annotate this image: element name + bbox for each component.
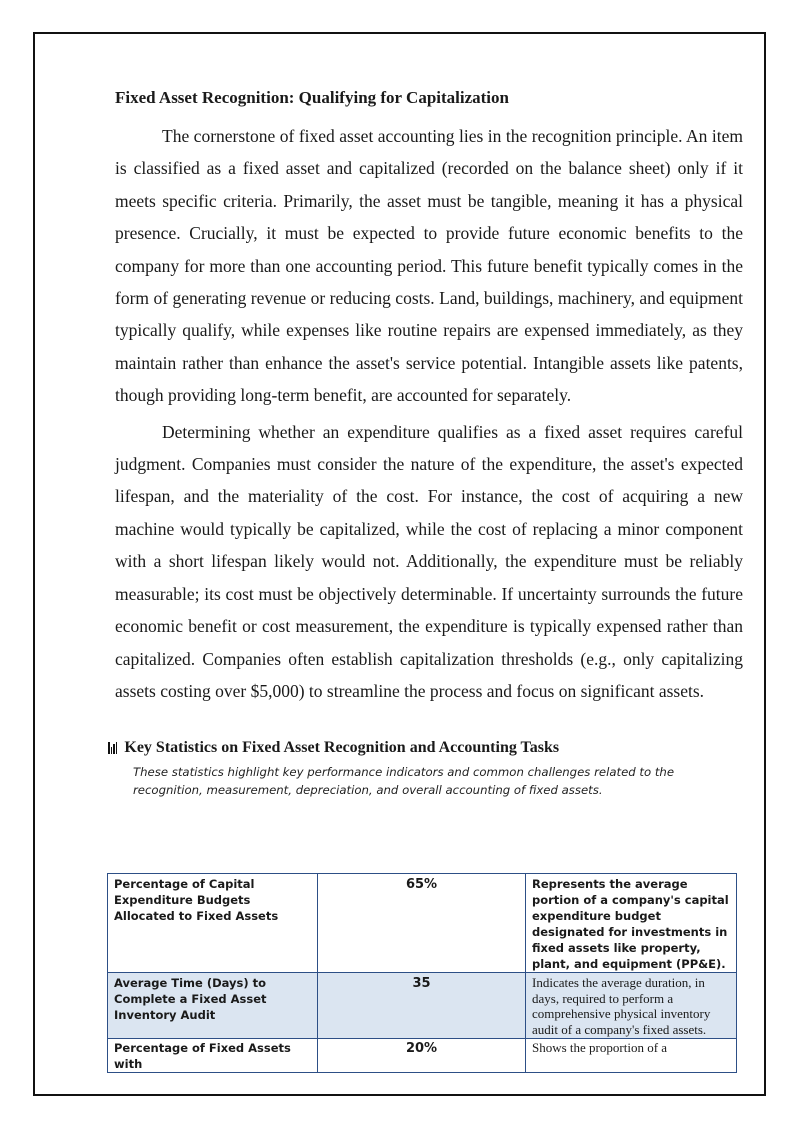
stat-description: Shows the proportion of a xyxy=(526,1039,737,1073)
table-row xyxy=(108,1039,737,1073)
stats-table xyxy=(107,873,737,1073)
stat-label: Percentage of Capital Expenditure Budgets Allocated to Fixed Assets xyxy=(108,874,318,973)
document-body xyxy=(115,86,743,799)
stat-value: 65% xyxy=(318,874,526,973)
stats-title-text: Key Statistics on Fixed Asset Recognition and Accounting Tasks xyxy=(124,739,560,757)
table-row xyxy=(108,973,737,1039)
stats-description: These statistics highlight key performance indicators and common challenges related to the recognition, measurement, depreciation, and overall accounting of fixed assets. xyxy=(133,765,675,798)
stat-value: 35 xyxy=(318,973,526,1039)
paragraph: Determining whether an expenditure qualifies as a fixed asset requires careful judgment. Companies must consider the nature of the expenditure, the asset's expected lifespan, and the materiality of the cost. For instance, the cost of acquiring a new machine would typically be capitalized, while the cost of replacing a minor component with a short lifespan likely would not. Additionally, the expenditure must be reliably measurable; its cost must be objectively determinable. If uncertainty surrounds the future economic benefit or cost measurement, the expenditure is typically expensed rather than capitalized. Companies often establish capitalization thresholds (e.g., only capitalizing assets costing over $5,000) to streamline the process and focus on significant assets. xyxy=(115,421,743,701)
stat-description: Represents the average portion of a company's capital expenditure budget designated for investments in fixed assets like property, plant, and equipment (PP&E). xyxy=(526,874,737,973)
stats-title xyxy=(108,737,743,759)
stat-value: 20% xyxy=(318,1039,526,1073)
bar-chart-icon xyxy=(108,742,117,754)
stat-label: Percentage of Fixed Assets with xyxy=(108,1039,318,1073)
paragraph: The cornerstone of fixed asset accounting lies in the recognition principle. An item is classified as a fixed asset and capitalized (recorded on the balance sheet) only if it meets specific criteria. Primarily, the asset must be tangible, meaning it has a physical presence. Crucially, it must be expected to provide future economic benefits to the company for more than one accounting period. This future benefit typically comes in the form of generating revenue or reducing costs. Land, buildings, machinery, and equipment typically qualify, while expenses like routine repairs are expensed immediately, as they maintain rather than enhance the asset's service potential. Intangible assets like patents, though providing long-term benefit, are accounted for separately. xyxy=(115,126,743,406)
stat-label: Average Time (Days) to Complete a Fixed Asset Inventory Audit xyxy=(108,973,318,1039)
section-heading: Fixed Asset Recognition: Qualifying for Capitalization xyxy=(115,88,509,107)
table-row xyxy=(108,874,737,973)
stat-description: Indicates the average duration, in days, required to perform a comprehensive physical inventory audit of a company's fixed assets. xyxy=(526,973,737,1039)
